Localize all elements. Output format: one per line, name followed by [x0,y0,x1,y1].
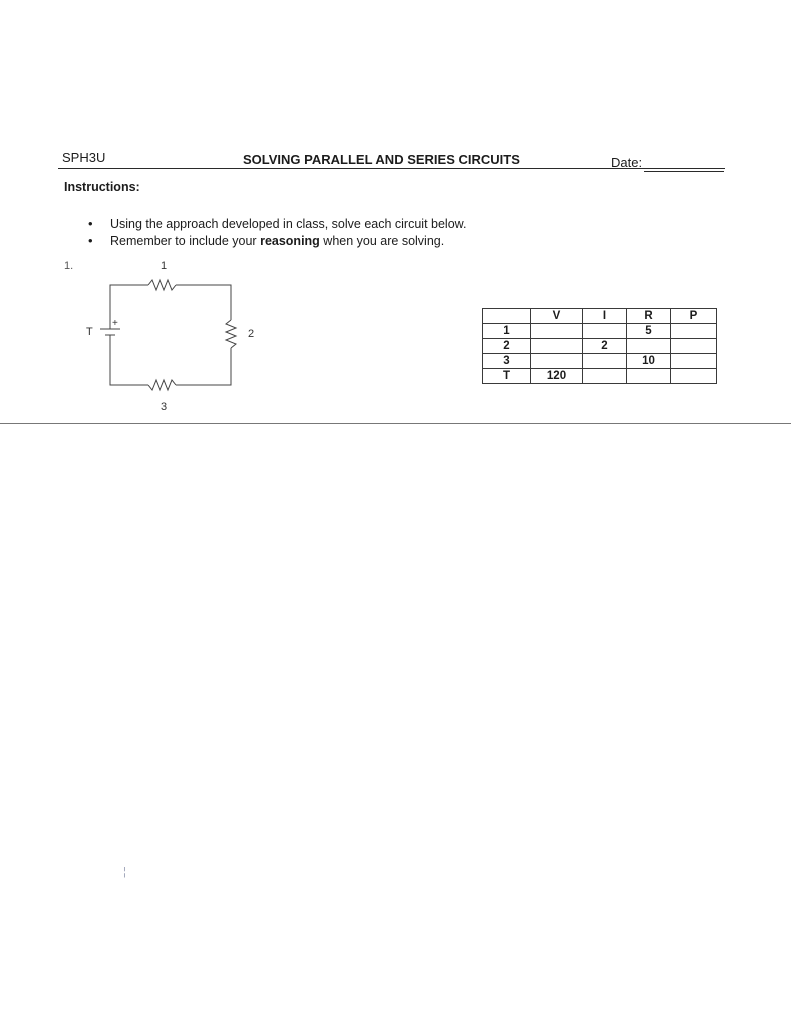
stray-pen-mark: ¦ [123,866,126,878]
table-cell [671,324,717,339]
table-row [483,339,717,354]
table-cell: 2 [483,339,531,354]
instruction-text-start: Remember to include your [110,234,261,248]
table-cell: 1 [483,324,531,339]
wire-top-left [110,285,148,306]
table-cell [583,369,627,384]
table-cell [531,339,583,354]
instruction-bullet-2 [88,233,444,248]
battery-label: T [86,326,93,338]
header-rule [58,168,725,169]
problem-number: 1. [64,260,74,272]
table-cell: 2 [583,339,627,354]
bullet-icon: • [88,216,93,231]
resistor-1-zigzag [148,280,176,290]
table-cell: T [483,369,531,384]
resistor-1-label: 1 [160,260,168,272]
table-header-cell [483,309,531,324]
instruction-emphasis: reasoning [260,234,320,248]
table-cell: 3 [483,354,531,369]
table-cell [627,339,671,354]
bullet-icon: • [88,233,93,248]
table-row [483,369,717,384]
table-header-row [483,309,717,324]
wire-bottom-left [110,340,148,385]
date-label: Date: [611,155,643,170]
table-cell [627,369,671,384]
table-cell [583,354,627,369]
instructions-heading: Instructions: [64,180,140,194]
table-cell [671,339,717,354]
table-header-cell: V [531,309,583,324]
circuit-values-table [482,308,717,384]
resistor-3-zigzag [148,380,176,390]
table-cell: 5 [627,324,671,339]
wire-right-bottom [176,348,231,385]
instruction-bullet-1 [88,216,466,231]
table-cell [531,354,583,369]
table-header-cell: R [627,309,671,324]
worksheet-title: SOLVING PARALLEL AND SERIES CIRCUITS [243,152,520,167]
resistor-2-zigzag [226,320,236,348]
table-cell [531,324,583,339]
resistor-3-label: 3 [160,401,168,413]
page-divider [0,423,791,424]
table-cell [671,354,717,369]
table-cell: 120 [531,369,583,384]
table-row [483,354,717,369]
course-code: SPH3U [62,150,106,165]
wire-top-right [176,285,231,320]
resistor-2-label: 2 [248,328,255,340]
instruction-text-end: when you are solving. [319,234,445,248]
table-cell [583,324,627,339]
date-blank-line [644,171,724,172]
table-row [483,324,717,339]
table-header-cell: I [583,309,627,324]
table-cell: 10 [627,354,671,369]
instruction-text: Using the approach developed in class, solve each circuit below. [110,217,467,231]
table-cell [671,369,717,384]
battery-polarity-label: + [112,318,118,329]
circuit-diagram [78,255,278,415]
table-header-cell: P [671,309,717,324]
